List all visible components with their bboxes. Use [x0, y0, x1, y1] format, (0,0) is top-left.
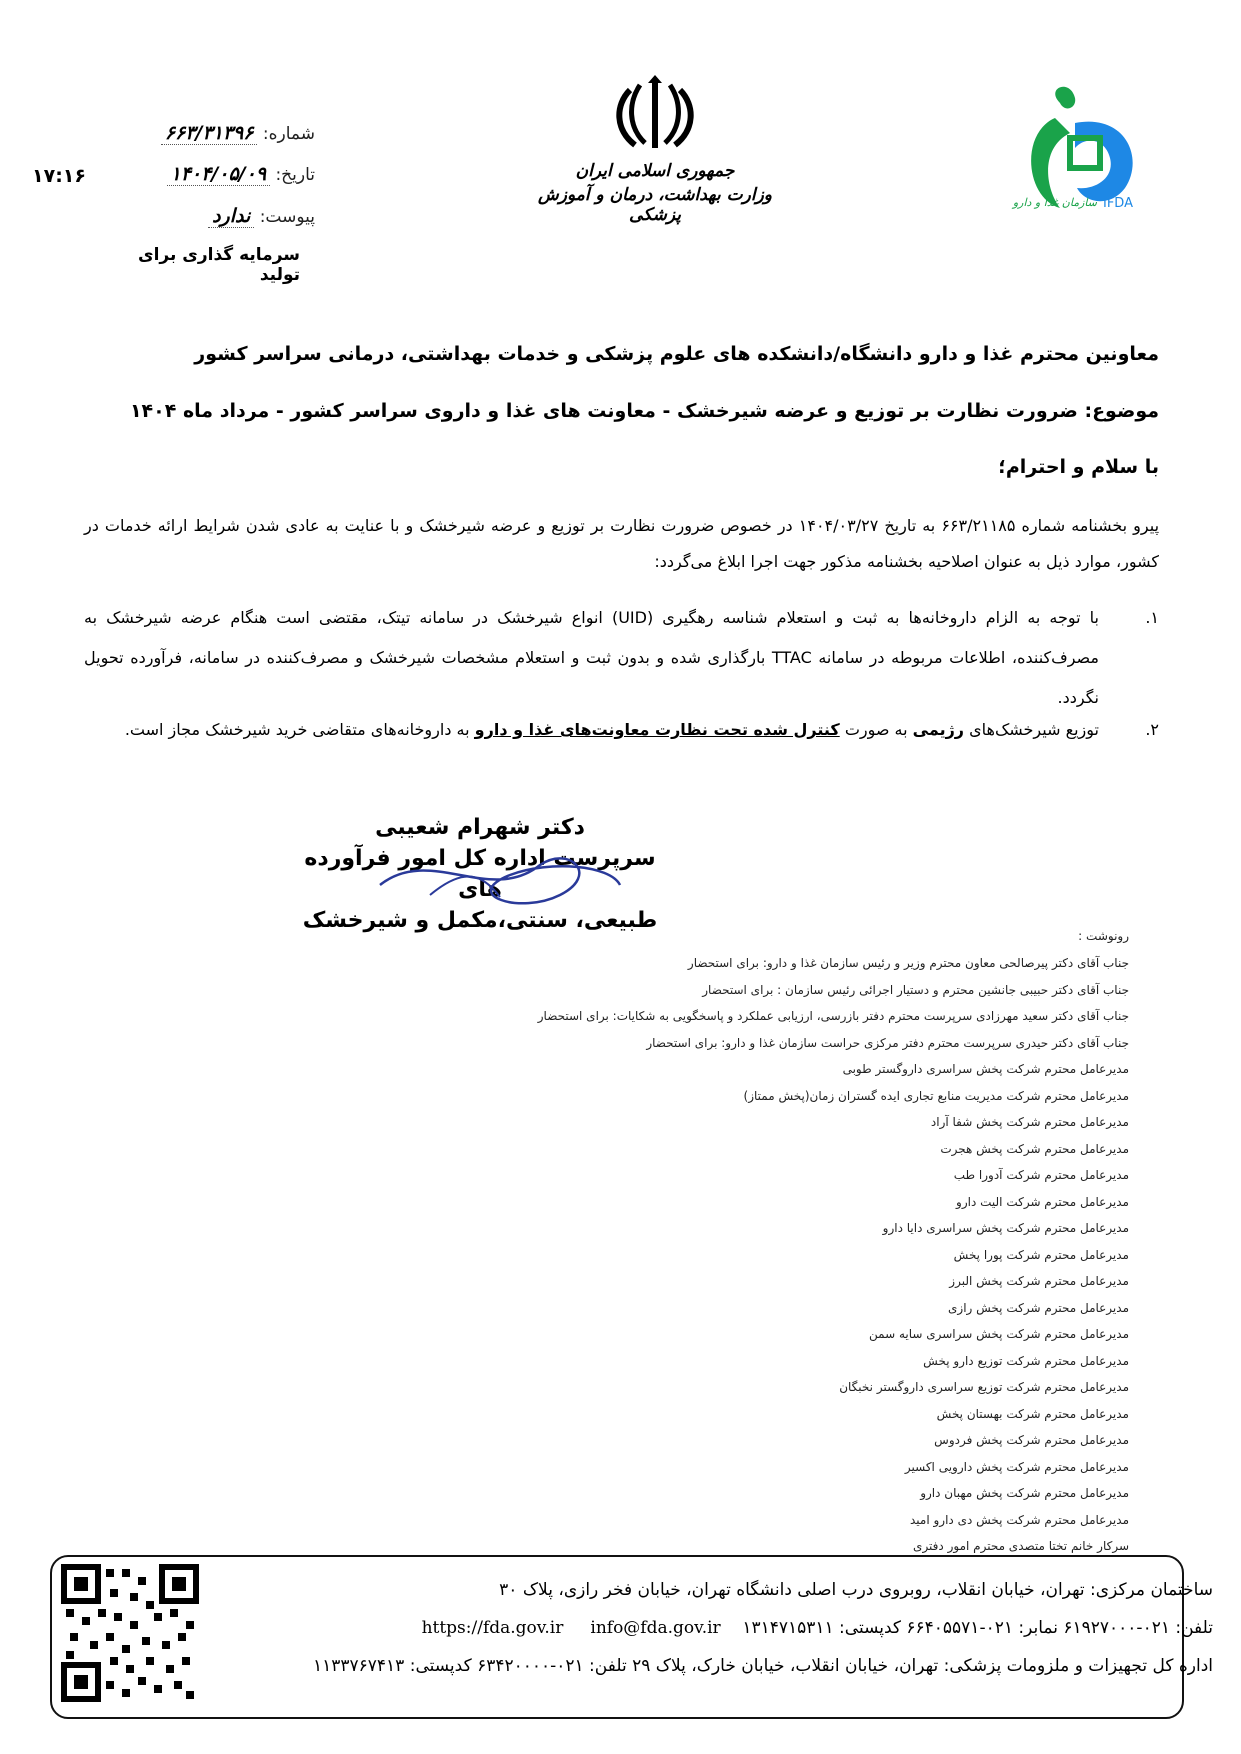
cc-item: مدیرعامل محترم شرکت مدیریت منابع تجاری ایده گستران زمان(پخش ممتاز)	[743, 1088, 1129, 1103]
cc-item: مدیرعامل محترم شرکت پخش رازی	[948, 1300, 1129, 1315]
footer-email[interactable]: info@fda.gov.ir	[590, 1618, 721, 1638]
cc-item: مدیرعامل محترم شرکت پخش شفا آراد	[930, 1115, 1129, 1129]
cc-item: جناب آقای دکتر حبیبی جانشین محترم و دستیار اجرائی رئیس سازمان : برای استحضار	[702, 982, 1129, 997]
cc-item: جناب آقای دکتر پیرصالحی معاون محترم وزیر و رئیس سازمان غذا و دارو: برای استحضار	[687, 956, 1129, 970]
cc-item: مدیرعامل محترم شرکت بهستان پخش	[936, 1406, 1129, 1421]
footer-contact-line	[422, 1618, 1213, 1638]
item2-part3: به داروخانه‌های متقاضی خرید شیرخشک مجاز است.	[124, 720, 470, 739]
recipient: معاونین محترم غذا و دارو دانشگاه/دانشکده های علوم پزشکی و خدمات بهداشتی، درمانی سراسر کشور	[194, 343, 1159, 365]
signer-title-line2: طبیعی، سنتی،مکمل و شیرخشک	[302, 908, 658, 933]
handwritten-signature	[370, 835, 630, 915]
cc-item: جناب آقای دکتر حیدری سرپرست محترم دفتر مرکزی حراست سازمان غذا و دارو: برای استحضار	[646, 1035, 1129, 1050]
item2-bold: رژیمی	[912, 720, 965, 739]
cc-item: مدیرعامل محترم شرکت پخش سراسری داروگستر طوبی	[842, 1062, 1129, 1076]
cc-item: مدیرعامل محترم شرکت پخش سراسری دایا دارو	[882, 1221, 1129, 1235]
attachment-row	[25, 205, 315, 227]
cc-item: سرکار خانم تختا متصدی محترم امور دفتری	[913, 1539, 1129, 1553]
item2-underlined: کنترل شده تحت نظارت معاونت‌های غذا و دارو	[474, 720, 840, 739]
cc-item: مدیرعامل محترم شرکت آدورا طب	[953, 1168, 1129, 1182]
national-emblem	[535, 75, 775, 225]
letter-time: ۱۷:۱۶	[32, 165, 86, 187]
signer-name: دکتر شهرام شعیبی	[375, 815, 585, 840]
greeting: با سلام و احترام؛	[998, 456, 1159, 478]
list-item	[84, 710, 1159, 750]
item2-part2: به صورت	[844, 720, 908, 739]
letter-number-value: ۶۶۳/۳۱۳۹۶	[161, 122, 258, 145]
item-text	[84, 710, 1099, 750]
letter-date-value: ۱۴۰۴/۰۵/۰۹	[167, 163, 271, 186]
iran-emblem-icon	[610, 75, 700, 153]
list-item	[84, 598, 1159, 718]
emblem-ministry: وزارت بهداشت، درمان و آموزش پزشکی	[538, 185, 772, 225]
item-number: ۱.	[1145, 608, 1159, 627]
letter-number-row	[25, 122, 315, 144]
cc-item: مدیرعامل محترم شرکت پخش البرز	[949, 1274, 1129, 1288]
cc-list	[329, 922, 1129, 1560]
cc-item: مدیرعامل محترم شرکت پخش دارویی اکسیر	[904, 1459, 1129, 1474]
qr-code-icon	[60, 1563, 200, 1703]
cc-item: مدیرعامل محترم شرکت پخش فردوس	[934, 1433, 1129, 1447]
cc-item: مدیرعامل محترم شرکت توزیع دارو پخش	[923, 1353, 1129, 1368]
footer-phones: تلفن: ۰۲۱-۶۱۹۲۷۰۰۰ نمابر: ۰۲۱-۶۶۴۰۵۵۷۱ کدپستی: ۱۳۱۴۷۱۵۳۱۱	[742, 1618, 1213, 1638]
cc-item: مدیرعامل محترم شرکت پخش مهبان دارو	[920, 1486, 1129, 1500]
cc-item: مدیرعامل محترم شرکت الیت دارو	[956, 1194, 1129, 1209]
emblem-country: جمهوری اسلامی ایران	[575, 161, 735, 181]
letter-number-label: شماره:	[262, 124, 315, 144]
attachment-value: ندارد	[208, 205, 254, 228]
footer-address: ساختمان مرکزی: تهران، خیابان انقلاب، روبروی درب اصلی دانشگاه تهران، خیابان فخر رازی، پلاک ۳۰	[499, 1580, 1213, 1600]
cc-item: مدیرعامل محترم شرکت پخش دی دارو امید	[910, 1512, 1129, 1527]
cc-item: مدیرعامل محترم شرکت پخش سراسری سایه سمن	[869, 1327, 1129, 1341]
cc-item: مدیرعامل محترم شرکت پورا پخش	[953, 1247, 1129, 1262]
cc-item: مدیرعامل محترم شرکت پخش هجرت	[940, 1141, 1129, 1156]
item-text: با توجه به الزام داروخانه‌ها به ثبت و استعلام شناسه رهگیری (UID) انواع شیرخشک در سامانه تیتک، مقتضی است هنگام عرضه شیرخشک به مصرف‌کننده، اطلاعات مربوطه در سامانه TTAC بارگذاری شده و بدون ثبت و استعلام مشخصات شیرخشک و مصرف‌کننده در سامانه، فرآورده تحویل نگردد.	[84, 608, 1100, 707]
logo-org-name: سازمان غذا و دارو	[1012, 196, 1097, 209]
intro-paragraph: پیرو بخشنامه شماره ۶۶۳/۲۱۱۸۵ به تاریخ ۱۴۰۴/۰۳/۲۷ در خصوص ضرورت نظارت بر توزیع و عرضه شیرخشک و با عنایت به عادی شدن شرایط ارائه خدمات در کشور، موارد ذیل به عنوان اصلاحیه بخشنامه مذکور جهت اجرا ابلاغ می‌گردد:	[84, 516, 1160, 571]
cc-item: جناب آقای دکتر سعید مهرزادی سرپرست محترم دفتر بازرسی، ارزیابی عملکرد و پاسخگویی به شکایات: برای استحضار	[537, 1009, 1129, 1023]
logo-abbr: IFDA	[1103, 196, 1133, 211]
ifda-emblem-icon	[1015, 78, 1155, 238]
slogan: سرمایه گذاری برای تولید	[138, 245, 300, 285]
footer-website[interactable]: https://fda.gov.ir	[421, 1618, 564, 1638]
item-number: ۲.	[1145, 720, 1159, 739]
cc-title: رونوشت :	[1078, 929, 1129, 943]
ifda-logo	[1012, 78, 1155, 238]
letter-date-label: تاریخ:	[275, 165, 315, 185]
attachment-label: پیوست:	[259, 207, 315, 227]
cc-item: مدیرعامل محترم شرکت توزیع سراسری داروگستر نخبگان	[839, 1380, 1129, 1394]
item2-part1: توزیع شیرخشک‌های	[969, 720, 1099, 739]
footer-branch-address: اداره کل تجهیزات و ملزومات پزشکی: تهران، خیابان انقلاب، خیابان خارک، پلاک ۲۹ تلفن: ۰۲۱-۶۳۴۲۰۰۰۰ کدپستی: ۱۱۳۳۷۶۷۴۱۳	[313, 1656, 1213, 1676]
signer-title-line1: سرپرست اداره کل امور فرآورده های	[304, 846, 656, 902]
subject: موضوع: ضرورت نظارت بر توزیع و عرضه شیرخشک - معاونت های غذا و داروی سراسر کشور - مرداد ماه ۱۴۰۴	[129, 400, 1159, 422]
